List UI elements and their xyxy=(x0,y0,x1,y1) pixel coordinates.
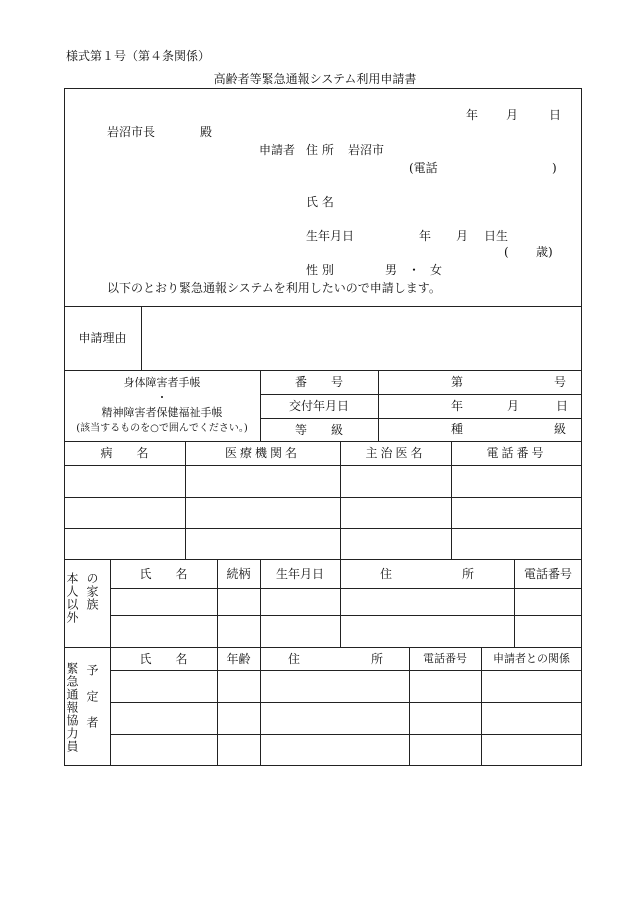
address-label: 住 所 xyxy=(306,143,334,157)
handbook-line1: 身体障害者手帳 xyxy=(123,376,201,389)
family-side-col1: 本人以外 xyxy=(65,572,79,624)
handbook-note: (該当するものを○で囲んでください。) xyxy=(76,423,248,434)
medical-header-phone: 電話番号 xyxy=(486,446,547,460)
family-header-address2: 所 xyxy=(462,567,475,581)
addressee: 岩沼市長 xyxy=(107,125,156,139)
handbook-number-prefix: 第 xyxy=(451,375,464,389)
handbook-number-suffix: 号 xyxy=(554,375,567,389)
addressee-honorific: 殿 xyxy=(200,125,213,139)
family-header-address1: 住 xyxy=(380,567,393,581)
date-month: 月 xyxy=(506,108,519,122)
grade-level: 級 xyxy=(554,422,567,436)
date-day: 日 xyxy=(549,108,562,122)
handbook-grade-label: 等 級 xyxy=(294,422,343,437)
gender-male: 男 xyxy=(385,263,398,277)
birth-year: 年 xyxy=(419,229,432,243)
birth-label: 生年月日 xyxy=(306,229,355,243)
family-header-birth: 生年月日 xyxy=(275,566,324,581)
form-number: 様式第１号（第４条関係） xyxy=(66,49,211,63)
medical-header-institution: 医療機関名 xyxy=(224,446,300,460)
coop-header-relation: 申請者との関係 xyxy=(493,652,570,665)
coop-header-name: 氏 名 xyxy=(139,651,188,666)
handbook-line2: 精神障害者保健福祉手帳 xyxy=(101,406,223,419)
issue-year: 年 xyxy=(451,399,464,413)
birth-day: 日生 xyxy=(484,229,509,243)
reason-label: 申請理由 xyxy=(78,331,127,345)
handbook-dot: ・ xyxy=(156,391,168,404)
form-title: 高齢者等緊急通報システム利用申請書 xyxy=(213,72,417,86)
issue-day: 日 xyxy=(556,399,569,413)
family-header-phone: 電話番号 xyxy=(523,566,572,581)
phone-close: ) xyxy=(552,161,557,175)
medical-header-doctor: 主治医名 xyxy=(365,446,426,460)
coop-header-age: 年齢 xyxy=(226,651,251,666)
issue-month: 月 xyxy=(507,399,520,413)
family-side-col2: の家族 xyxy=(85,572,99,611)
birth-month: 月 xyxy=(456,229,469,243)
family-header-name: 氏 名 xyxy=(139,566,188,581)
statement: 以下のとおり緊急通報システムを利用したいので申請します。 xyxy=(107,281,441,295)
gender-female: 女 xyxy=(430,263,443,277)
gender-dot: ・ xyxy=(408,263,421,277)
cooperator-side-col2: 予定者 xyxy=(85,664,99,742)
grade-type: 種 xyxy=(451,422,464,436)
gender-label: 性 別 xyxy=(306,263,334,277)
address-value: 岩沼市 xyxy=(348,143,385,157)
age-open: ( xyxy=(504,245,509,259)
coop-header-phone: 電話番号 xyxy=(423,652,467,665)
applicant-label: 申請者 xyxy=(259,143,296,157)
age-close: 歳) xyxy=(536,245,553,259)
handbook-issue-label: 交付年月日 xyxy=(288,399,349,413)
phone-open: (電話 xyxy=(409,161,438,175)
coop-header-address2: 所 xyxy=(371,652,384,666)
family-header-relation: 続柄 xyxy=(226,566,251,581)
cooperator-side-col1: 緊急通報協力員 xyxy=(65,662,79,753)
handbook-number-label: 番 号 xyxy=(294,375,343,389)
name-label: 氏 名 xyxy=(306,195,334,209)
coop-header-address1: 住 xyxy=(288,652,301,666)
medical-header-disease: 病 名 xyxy=(100,446,149,460)
date-year: 年 xyxy=(466,108,479,122)
